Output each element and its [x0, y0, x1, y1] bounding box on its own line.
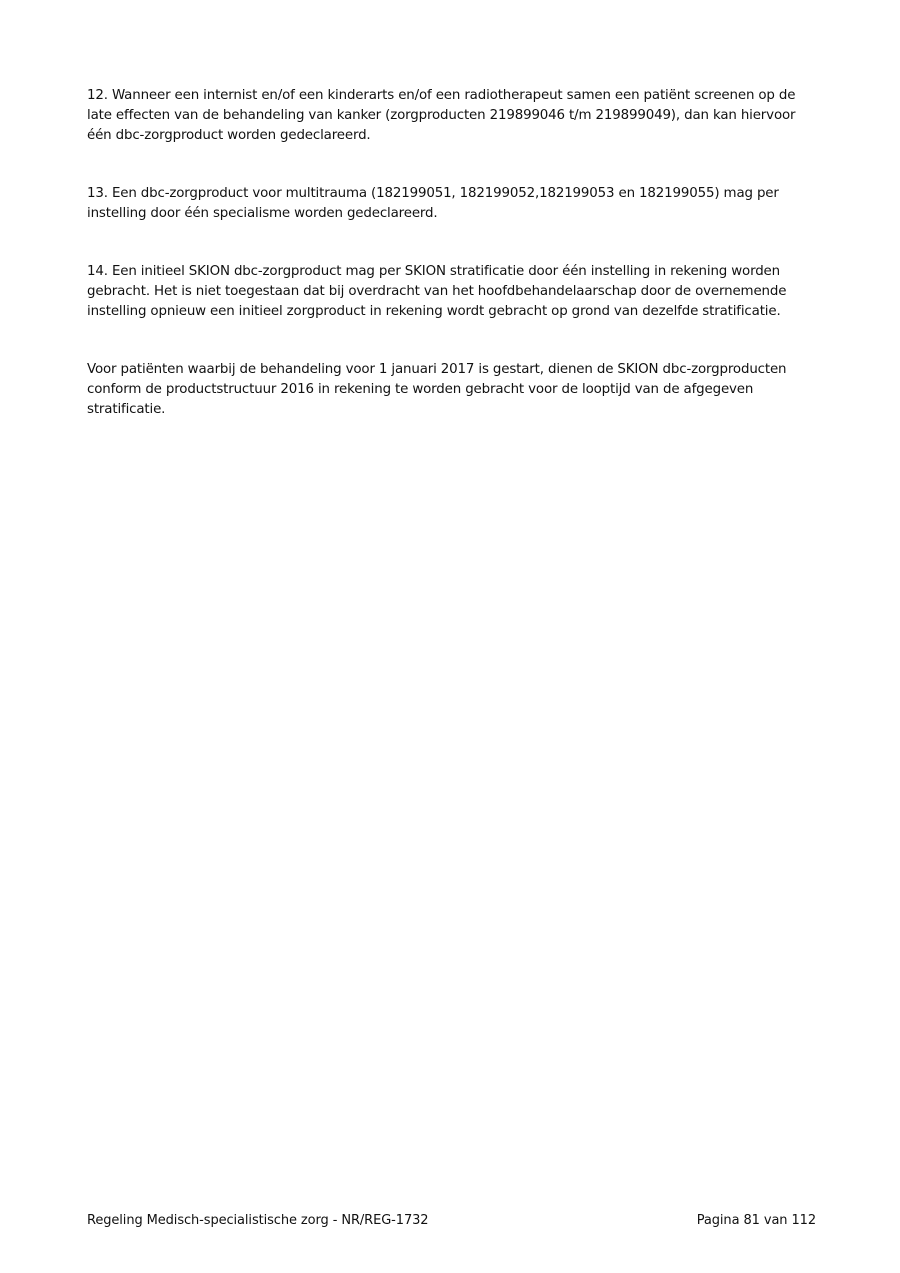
footer-page-number: Pagina 81 van 112	[696, 1213, 816, 1228]
paragraph-transition-note: Voor patiënten waarbij de behandeling voor 1 januari 2017 is gestart, dienen de SKION dbc-zorgproducten conform de productstructuur 2016 in rekening te worden gebracht voor de looptijd van de afgegeven stratificatie.	[87, 362, 787, 417]
footer-document-title: Regeling Medisch-specialistische zorg - NR/REG-1732	[87, 1213, 429, 1228]
page-footer	[87, 1213, 816, 1228]
paragraph-12: 12. Wanneer een internist en/of een kinderarts en/of een radiotherapeut samen een patiënt screenen op de late effecten van de behandeling van kanker (zorgproducten 219899046 t/m 219899049), dan kan hiervoor één dbc-zorgproduct worden gedeclareerd.	[87, 88, 796, 143]
paragraph-13: 13. Een dbc-zorgproduct voor multitrauma (182199051, 182199052,182199053 en 182199055) mag per instelling door één specialisme worden gedeclareerd.	[87, 186, 779, 221]
document-body	[87, 86, 820, 420]
paragraph-14: 14. Een initieel SKION dbc-zorgproduct mag per SKION stratificatie door één instelling in rekening worden gebracht. Het is niet toegestaan dat bij overdracht van het hoofdbehandelaarschap door de overnemende instelling opnieuw een initieel zorgproduct in rekening wordt gebracht op grond van dezelfde stratificatie.	[87, 264, 787, 319]
